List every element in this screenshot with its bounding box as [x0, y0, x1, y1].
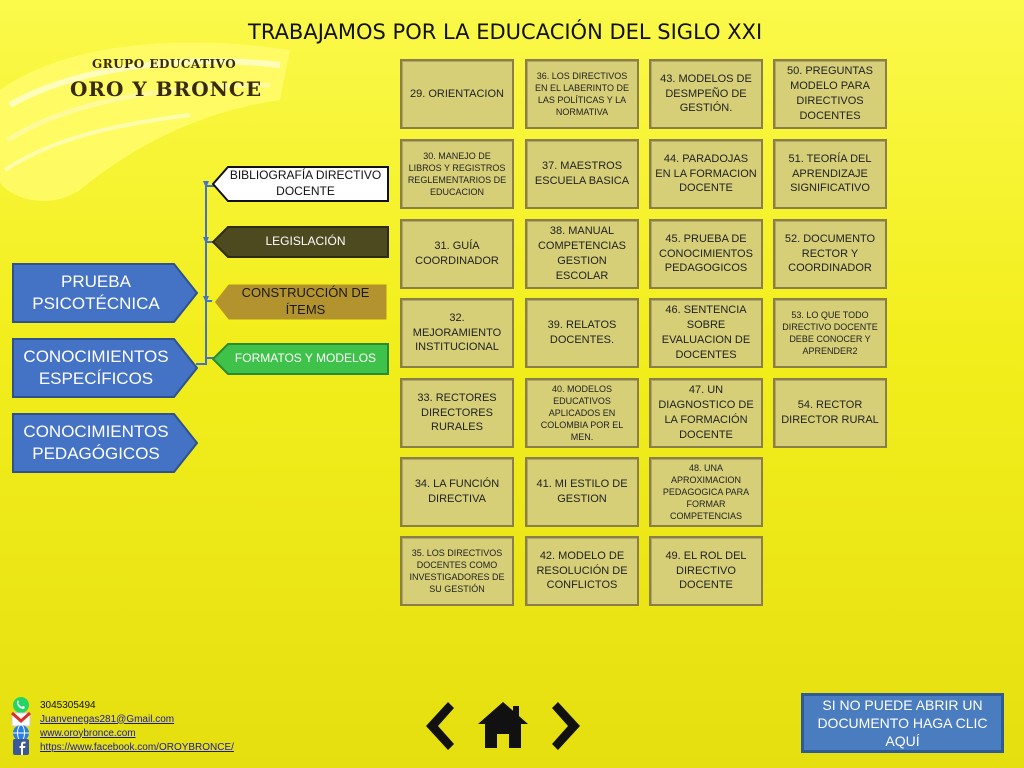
btn-bibliografia-directivo-docente[interactable] [212, 166, 389, 202]
logo-subtitle: GRUPO EDUCATIVO [92, 57, 237, 71]
document-tile[interactable]: 49. EL ROL DEL DIRECTIVO DOCENTE [649, 536, 763, 606]
document-tile[interactable]: 36. LOS DIRECTIVOS EN EL LABERINTO DE LAS POLÍTICAS Y LA NORMATIVA [525, 59, 639, 129]
document-tile[interactable]: 38. MANUAL COMPETENCIAS GESTION ESCOLAR [525, 219, 639, 289]
btn-label: CONOCIMIENTOS ESPECÍFICOS [23, 346, 169, 388]
btn-conocimientos-especificos[interactable] [12, 338, 198, 398]
page-title: TRABAJAMOS POR LA EDUCACIÓN DEL SIGLO XXI [248, 20, 763, 44]
document-tile[interactable]: 44. PARADOJAS EN LA FORMACION DOCENTE [649, 139, 763, 209]
document-tile[interactable]: 51. TEORÍA DEL APRENDIZAJE SIGNIFICATIVO [773, 139, 887, 209]
document-tile[interactable]: 45. PRUEBA DE CONOCIMIENTOS PEDAGOGICOS [649, 219, 763, 289]
btn-label: CONOCIMIENTOS PEDAGÓGICOS [23, 421, 169, 463]
document-tile[interactable]: 37. MAESTROS ESCUELA BASICA [525, 139, 639, 209]
contact-web-row [10, 726, 234, 740]
document-tile[interactable]: 29. ORIENTACION [400, 59, 514, 129]
btn-label: FORMATOS Y MODELOS [234, 351, 377, 366]
document-tile[interactable]: 30. MANEJO DE LIBROS Y REGISTROS REGLEMENTARIOS DE EDUCACION [400, 139, 514, 209]
document-tile[interactable]: 50. PREGUNTAS MODELO PARA DIRECTIVOS DOCENTES [773, 59, 887, 129]
document-tile[interactable]: 40. MODELOS EDUCATIVOS APLICADOS EN COLOMBIA POR EL MEN. [525, 378, 639, 448]
document-tile[interactable]: 32. MEJORAMIENTO INSTITUCIONAL [400, 298, 514, 368]
document-tile[interactable]: 53. LO QUE TODO DIRECTIVO DOCENTE DEBE CONOCER Y APRENDER2 [773, 298, 887, 368]
document-tile[interactable]: 35. LOS DIRECTIVOS DOCENTES COMO INVESTIGADORES DE SU GESTIÓN [400, 536, 514, 606]
contact-phone: 3045305494 [40, 699, 96, 711]
document-tile[interactable]: 43. MODELOS DE DESMPEÑO DE GESTIÓN. [649, 59, 763, 129]
document-tile[interactable]: 31. GUÍA COORDINADOR [400, 219, 514, 289]
contact-info [10, 698, 234, 754]
document-tile[interactable]: 34. LA FUNCIÓN DIRECTIVA [400, 457, 514, 527]
document-tile[interactable]: 54. RECTOR DIRECTOR RURAL [773, 378, 887, 448]
document-tile[interactable]: 33. RECTORES DIRECTORES RURALES [400, 378, 514, 448]
contact-facebook-link[interactable]: https://www.facebook.com/OROYBRONCE/ [40, 741, 234, 753]
contact-phone-row [10, 698, 234, 712]
chevron-right-icon[interactable] [550, 700, 588, 752]
document-tile[interactable]: 42. MODELO DE RESOLUCIÓN DE CONFLICTOS [525, 536, 639, 606]
btn-label: CONSTRUCCIÓN DE ÍTEMS [241, 285, 370, 317]
contact-facebook-row [10, 740, 234, 754]
btn-prueba-psicotecnica[interactable] [12, 263, 198, 323]
chevron-left-icon[interactable] [418, 700, 456, 752]
contact-email-link[interactable]: Juanvenegas281@Gmail.com [40, 713, 175, 725]
document-tile[interactable]: 47. UN DIAGNOSTICO DE LA FORMACIÓN DOCENTE [649, 378, 763, 448]
btn-formatos-y-modelos[interactable] [212, 343, 389, 375]
btn-label: LEGISLACIÓN [265, 234, 346, 249]
btn-label: PRUEBA PSICOTÉCNICA [32, 271, 160, 313]
document-tile[interactable]: 41. MI ESTILO DE GESTION [525, 457, 639, 527]
cta-open-document-help-button[interactable]: SI NO PUEDE ABRIR UN DOCUMENTO HAGA CLIC AQUÍ [801, 693, 1004, 753]
home-icon[interactable] [476, 700, 530, 750]
btn-construccion-de-items[interactable] [212, 282, 389, 322]
btn-legislacion[interactable] [212, 226, 389, 258]
document-tile[interactable]: 48. UNA APROXIMACION PEDAGOGICA PARA FORMAR COMPETENCIAS [649, 457, 763, 527]
btn-conocimientos-pedagogicos[interactable] [12, 413, 198, 473]
contact-web-link[interactable]: www.oroybronce.com [40, 727, 136, 739]
btn-label: BIBLIOGRAFÍA DIRECTIVO DOCENTE [229, 168, 382, 198]
document-tile[interactable]: 39. RELATOS DOCENTES. [525, 298, 639, 368]
document-tile[interactable]: 46. SENTENCIA SOBRE EVALUACION DE DOCENTES [649, 298, 763, 368]
contact-email-row [10, 712, 234, 726]
facebook-icon [10, 738, 32, 756]
document-tile[interactable]: 52. DOCUMENTO RECTOR Y COORDINADOR [773, 219, 887, 289]
logo-title: ORO Y BRONCE [70, 77, 263, 101]
